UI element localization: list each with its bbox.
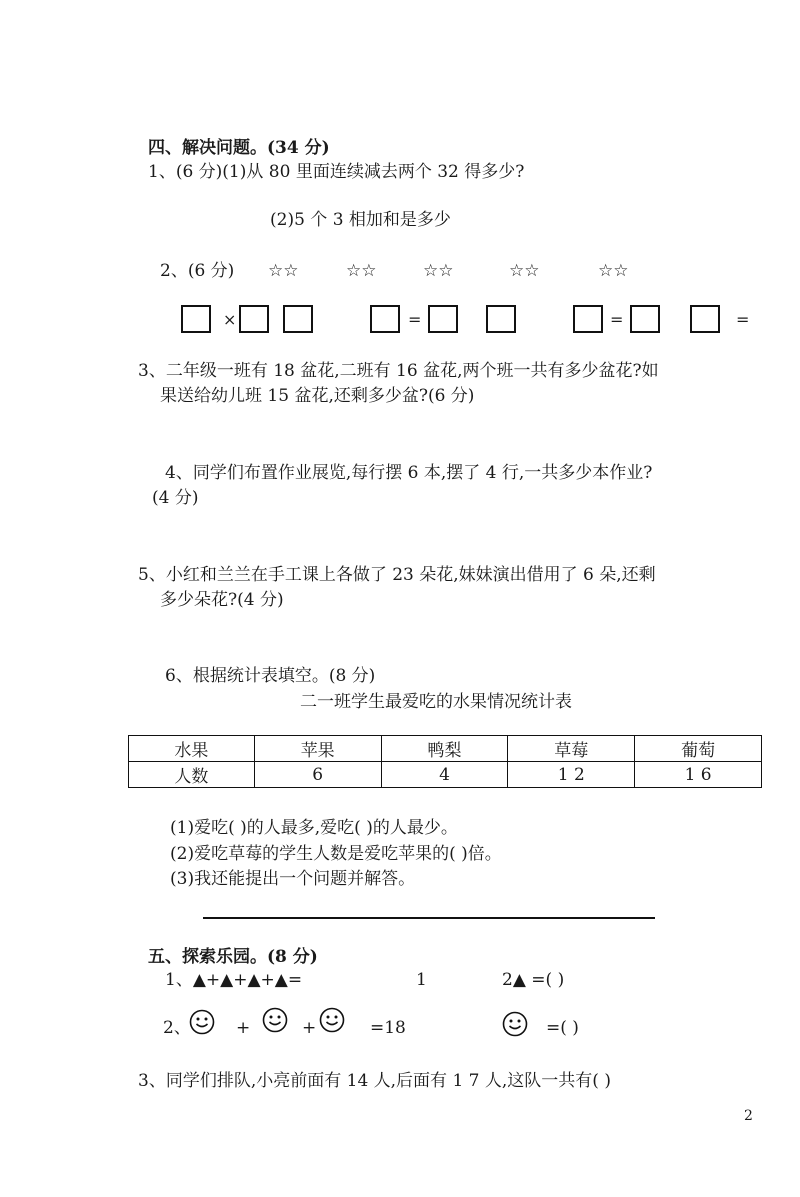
table-cell: 人数 <box>129 762 255 788</box>
q1-line1: 1、(6 分)(1)从 80 里面连续减去两个 32 得多少? <box>148 162 525 182</box>
q2-stars-4: ☆☆ <box>509 261 540 281</box>
page-number: 2 <box>744 1108 753 1124</box>
q2-label: 2、(6 分) <box>160 261 235 281</box>
equals-sign: = <box>736 310 750 329</box>
q4-line1: 4、同学们布置作业展览,每行摆 6 本,摆了 4 行,一共多少本作业? <box>165 463 653 483</box>
q4-line2: (4 分) <box>152 488 199 508</box>
table-cell: 苹果 <box>254 736 381 762</box>
s5-q1-right: 2▲ =( ) <box>502 970 565 990</box>
s5-q2-label: 2、 <box>163 1018 191 1038</box>
s5-q1-mid: 1 <box>416 970 427 990</box>
answer-box[interactable] <box>486 305 516 333</box>
q6-sub3: (3)我还能提出一个问题并解答。 <box>170 869 416 889</box>
s5-q1-left: 1、▲+▲+▲+▲= <box>165 970 303 990</box>
q3-line1: 3、二年级一班有 18 盆花,二班有 16 盆花,两个班一共有多少盆花?如 <box>138 361 659 381</box>
table-cell: 1 2 <box>508 762 635 788</box>
q2-stars-2: ☆☆ <box>346 261 377 281</box>
table-cell: 鸭梨 <box>381 736 508 762</box>
table-title: 二一班学生最爱吃的水果情况统计表 <box>300 692 572 712</box>
equals-sign: = <box>610 310 624 329</box>
table-cell: 6 <box>254 762 381 788</box>
answer-box[interactable] <box>181 305 211 333</box>
smiley-face-icon <box>262 1007 288 1033</box>
q5-line1: 5、小红和兰兰在手工课上各做了 23 朵花,妹妹演出借用了 6 朵,还剩 <box>138 565 656 585</box>
table-row <box>129 762 762 788</box>
times-sign: × <box>223 310 237 329</box>
q2-stars-3: ☆☆ <box>423 261 454 281</box>
q1-line2: (2)5 个 3 相加和是多少 <box>270 210 451 230</box>
table-cell: 4 <box>381 762 508 788</box>
table-header-row <box>129 736 762 762</box>
table-cell: 葡萄 <box>635 736 762 762</box>
fruit-stat-table <box>128 735 762 788</box>
equals-18: =18 <box>370 1018 406 1038</box>
answer-box[interactable] <box>630 305 660 333</box>
q6-label: 6、根据统计表填空。(8 分) <box>165 666 376 686</box>
table-cell: 水果 <box>129 736 255 762</box>
table-cell: 1 6 <box>635 762 762 788</box>
answer-box[interactable] <box>239 305 269 333</box>
plus-sign: + <box>236 1018 251 1038</box>
answer-line <box>203 917 655 919</box>
q3-line2: 果送给幼儿班 15 盆花,还剩多少盆?(6 分) <box>160 386 475 406</box>
section4-heading: 四、解决问题。(34 分) <box>148 138 330 158</box>
smiley-face-icon <box>502 1011 528 1037</box>
plus-sign: + <box>302 1018 317 1038</box>
section5-heading: 五、探索乐园。(8 分) <box>148 947 318 967</box>
answer-box[interactable] <box>428 305 458 333</box>
answer-box[interactable] <box>690 305 720 333</box>
answer-box[interactable] <box>283 305 313 333</box>
q2-stars-5: ☆☆ <box>598 261 629 281</box>
smiley-face-icon <box>319 1007 345 1033</box>
smiley-face-icon <box>189 1009 215 1035</box>
answer-box[interactable] <box>573 305 603 333</box>
q2-stars-1: ☆☆ <box>268 261 299 281</box>
q6-sub2: (2)爱吃草莓的学生人数是爱吃苹果的( )倍。 <box>170 844 502 864</box>
answer-box[interactable] <box>370 305 400 333</box>
s5-q2-right: =( ) <box>546 1018 579 1038</box>
q5-line2: 多少朵花?(4 分) <box>160 590 284 610</box>
q6-sub1: (1)爱吃( )的人最多,爱吃( )的人最少。 <box>170 818 458 838</box>
s5-q3: 3、同学们排队,小亮前面有 14 人,后面有 1 7 人,这队一共有( ) <box>138 1071 611 1091</box>
table-cell: 草莓 <box>508 736 635 762</box>
equals-sign: = <box>408 310 422 329</box>
